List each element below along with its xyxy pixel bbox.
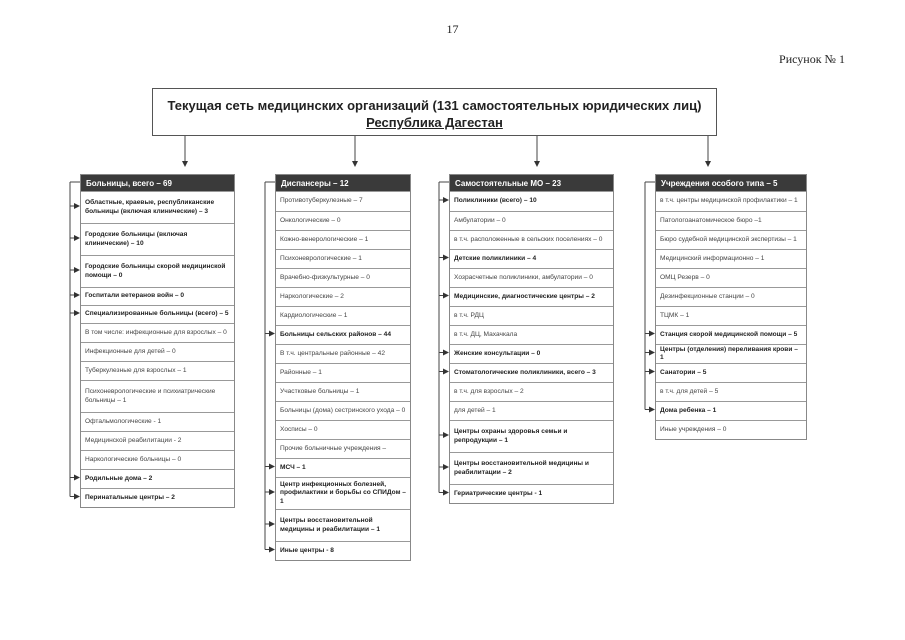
category-item: Хосписы – 0 bbox=[276, 420, 410, 439]
category-item: Центр инфекционных болезней, профилактики и борьбы со СПИДом – 1 bbox=[276, 477, 410, 509]
category-item: ТЦМК – 1 bbox=[656, 306, 806, 325]
category-item: Родильные дома – 2 bbox=[81, 469, 234, 488]
category-item: Дезинфекционные станции – 0 bbox=[656, 287, 806, 306]
category-item: Центры восстановительной медицины и реабилитации – 1 bbox=[276, 509, 410, 541]
category-item: Гериатрические центры - 1 bbox=[450, 484, 613, 503]
category-column bbox=[275, 174, 411, 561]
category-item: В т.ч. центральные районные – 42 bbox=[276, 344, 410, 363]
category-item: Станция скорой медицинской помощи – 5 bbox=[656, 325, 806, 344]
category-item: в т.ч. расположенные в сельских поселениях – 0 bbox=[450, 230, 613, 249]
category-item: Медицинской реабилитации - 2 bbox=[81, 431, 234, 450]
diagram-subtitle: Республика Дагестан bbox=[366, 115, 503, 130]
column-header: Больницы, всего – 69 bbox=[81, 175, 234, 191]
category-item: Больницы (дома) сестринского ухода – 0 bbox=[276, 401, 410, 420]
category-item: Дома ребенка – 1 bbox=[656, 401, 806, 420]
column-header: Диспансеры – 12 bbox=[276, 175, 410, 191]
category-item: Наркологические больницы – 0 bbox=[81, 450, 234, 469]
diagram-title-box bbox=[152, 88, 717, 136]
category-item: Психоневрологические и психиатрические больницы – 1 bbox=[81, 380, 234, 412]
category-item: Районные – 1 bbox=[276, 363, 410, 382]
category-item: Психоневрологические – 1 bbox=[276, 249, 410, 268]
diagram-title: Текущая сеть медицинских организаций (131 самостоятельных юридических лиц) bbox=[167, 98, 702, 113]
category-item: Врачебно-физкультурные – 0 bbox=[276, 268, 410, 287]
category-column bbox=[655, 174, 807, 440]
category-item: Иные центры - 8 bbox=[276, 541, 410, 560]
category-item: Поликлиники (всего) – 10 bbox=[450, 191, 613, 211]
category-item: Хозрасчетные поликлиники, амбулатории – 0 bbox=[450, 268, 613, 287]
category-item: МСЧ – 1 bbox=[276, 458, 410, 477]
category-item: Бюро судебной медицинской экспертизы – 1 bbox=[656, 230, 806, 249]
category-column bbox=[80, 174, 235, 508]
category-item: Специализированные больницы (всего) – 5 bbox=[81, 305, 234, 323]
category-item: Женские консультации – 0 bbox=[450, 344, 613, 363]
page-number: 17 bbox=[446, 22, 459, 36]
category-column bbox=[449, 174, 614, 504]
category-item: Патологоанатомическое бюро –1 bbox=[656, 211, 806, 230]
category-item: Кардиологические – 1 bbox=[276, 306, 410, 325]
category-item: Областные, краевые, республиканские больницы (включая клинические) – 3 bbox=[81, 191, 234, 223]
category-item: Центры (отделения) переливания крови – 1 bbox=[656, 344, 806, 363]
category-item: в т.ч. центры медицинской профилактики – 1 bbox=[656, 191, 806, 211]
category-item: Медицинский информационно – 1 bbox=[656, 249, 806, 268]
category-item: Больницы сельских районов – 44 bbox=[276, 325, 410, 344]
category-item: Центры восстановительной медицины и реабилитации – 2 bbox=[450, 452, 613, 484]
category-item: Стоматологические поликлиники, всего – 3 bbox=[450, 363, 613, 382]
category-item: Офтальмологические - 1 bbox=[81, 412, 234, 431]
category-item: Туберкулезные для взрослых – 1 bbox=[81, 361, 234, 380]
category-item: в т.ч. для детей – 5 bbox=[656, 382, 806, 401]
category-item: Медицинские, диагностические центры – 2 bbox=[450, 287, 613, 306]
figure-label: Рисунок № 1 bbox=[779, 52, 845, 66]
category-item: Детские поликлиники – 4 bbox=[450, 249, 613, 268]
category-item: Кожно-венерологические – 1 bbox=[276, 230, 410, 249]
category-item: Участковые больницы – 1 bbox=[276, 382, 410, 401]
category-item: ОМЦ Резерв – 0 bbox=[656, 268, 806, 287]
category-item: для детей – 1 bbox=[450, 401, 613, 420]
category-item: Санатории – 5 bbox=[656, 363, 806, 382]
category-item: Госпитали ветеранов войн – 0 bbox=[81, 287, 234, 305]
category-item: Амбулатории – 0 bbox=[450, 211, 613, 230]
category-item: в т.ч. РДЦ bbox=[450, 306, 613, 325]
category-item: в т.ч. ДЦ, Махачкала bbox=[450, 325, 613, 344]
category-item: Противотуберкулезные – 7 bbox=[276, 191, 410, 211]
category-item: Перинатальные центры – 2 bbox=[81, 488, 234, 507]
category-item: Инфекционные для детей – 0 bbox=[81, 342, 234, 361]
category-item: В том числе: инфекционные для взрослых – 0 bbox=[81, 323, 234, 342]
column-header: Учреждения особого типа – 5 bbox=[656, 175, 806, 191]
category-item: Наркологические – 2 bbox=[276, 287, 410, 306]
category-item: Центры охраны здоровья семьи и репродукции – 1 bbox=[450, 420, 613, 452]
category-item: Городские больницы скорой медицинской помощи – 0 bbox=[81, 255, 234, 287]
category-item: Городские больницы (включая клинические) – 10 bbox=[81, 223, 234, 255]
category-item: Прочие больничные учреждения – bbox=[276, 439, 410, 458]
column-header: Самостоятельные МО – 23 bbox=[450, 175, 613, 191]
category-item: Онкологические – 0 bbox=[276, 211, 410, 230]
category-item: Иные учреждения – 0 bbox=[656, 420, 806, 439]
category-item: в т.ч. для взрослых – 2 bbox=[450, 382, 613, 401]
